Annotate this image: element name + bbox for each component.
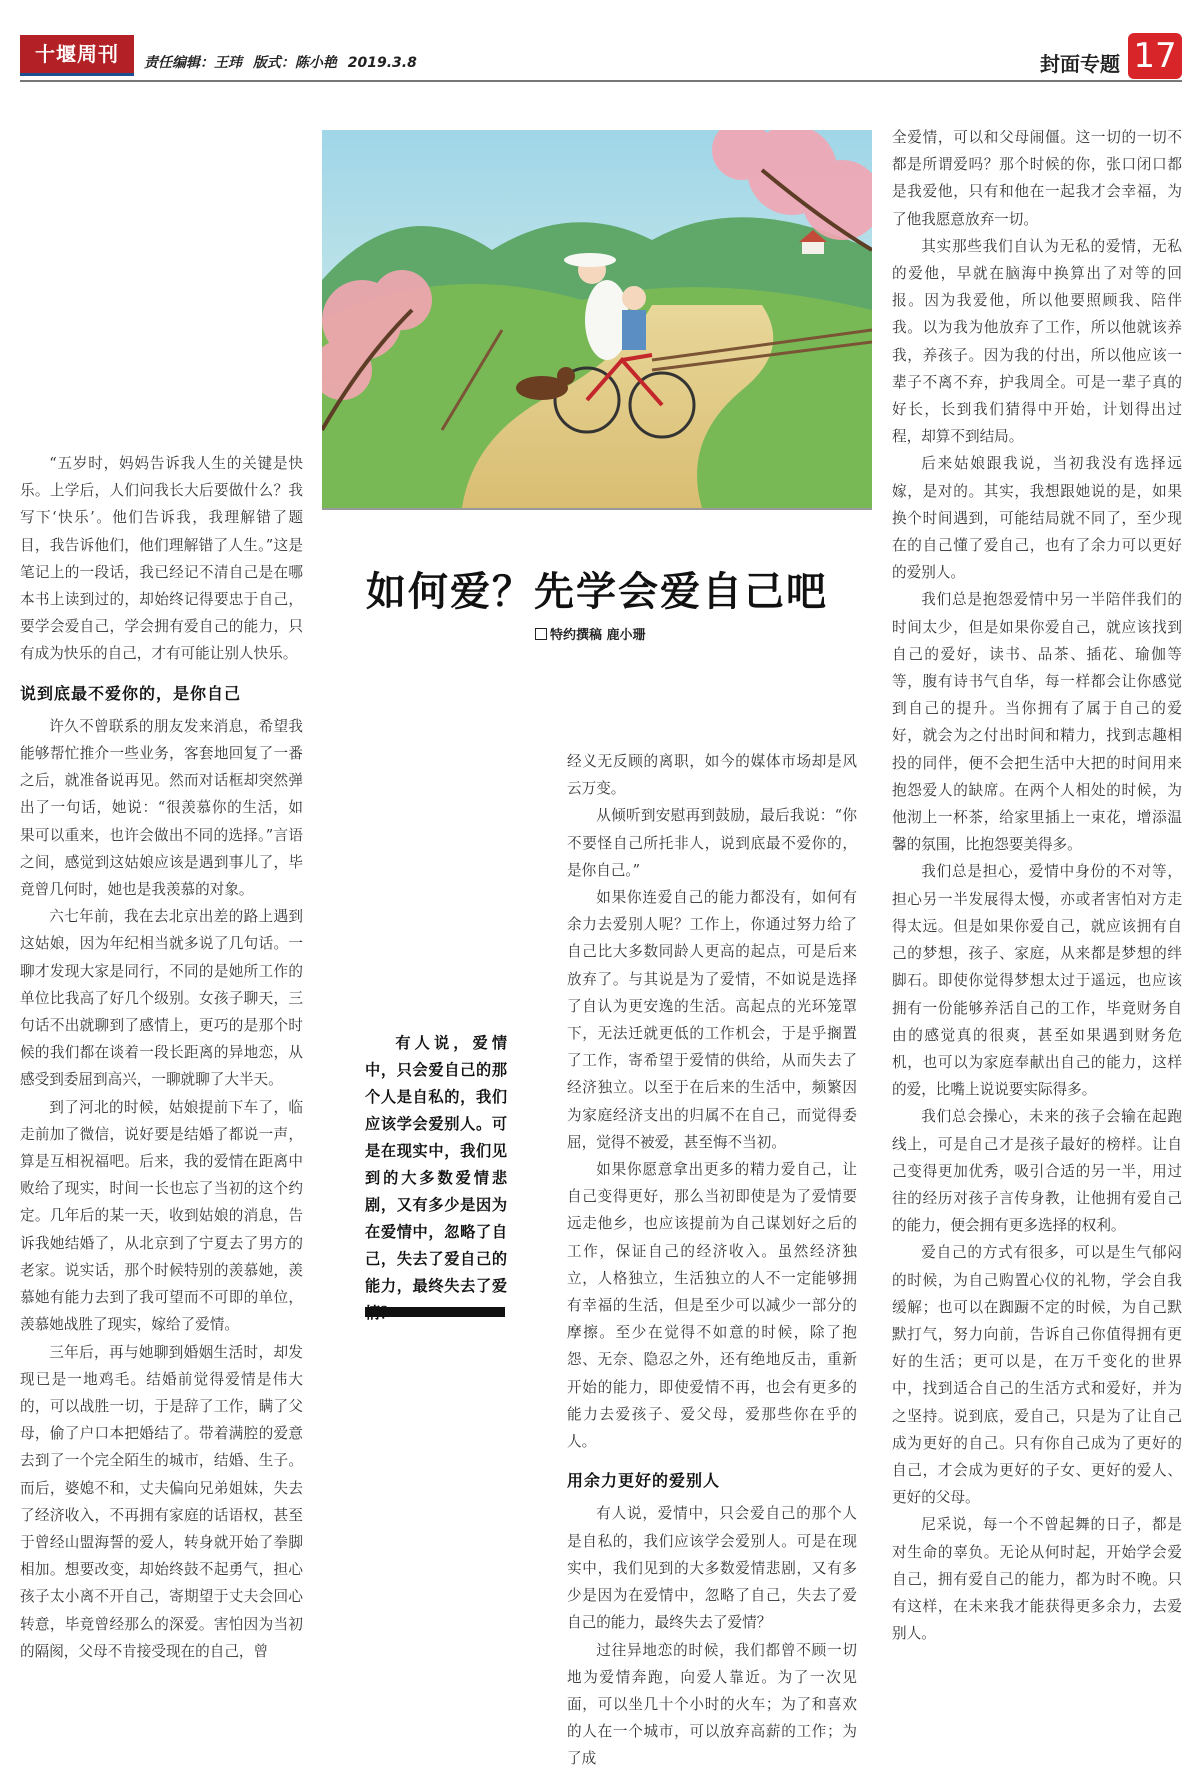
body-paragraph: 我们总是抱怨爱情中另一半陪伴我们的时间太少，但是如果你爱自己，就应该找到自己的爱好，读书、品茶、插花、瑜伽等等，腹有诗书气自华，每一样都会让你感觉到自己的提升。当你拥有了属于自己的爱好，就会为之付出时间和精力，找到志趣相投的同伴，便不会把生活中大把的时间用来抱怨爱人的缺席。在两个人相处的时候，为他沏上一杯茶，给家里插上一束花，增添温馨的氛围，比抱怨要美得多。 (892, 591, 1182, 854)
pull-quote: 有人说，爱情中，只会爱自己的那个人是自私的，我们应该学会爱别人。可是在现实中，我们见到的大多数爱情悲剧，又有多少是因为在爱情中，忽略了自己，失去了爱自己的能力，最终失去了爱 (365, 1034, 507, 1295)
body-paragraph: 从倾听到安慰再到鼓励，最后我说：“你不要怪自己所托非人，说到底最不爱你的，是你自己。” (567, 807, 857, 879)
body-paragraph: 三年后，再与她聊到婚姻生活时，却发现已是一地鸡毛。结婚前觉得爱情是伟大的，可以战胜一切，于是辞了工作，瞒了父母，偷了户口本把婚结了。带着满腔的爱意去到了一个完全陌生的城市，结婚、生子。而后，婆媳不和，丈夫偏向兄弟姐妹，失去了经济收入，不再拥有家庭的话语权，甚至于曾经山盟海誓的爱人，转身就开始了拳脚相加。想要改变，却始终鼓不起勇气，担心孩子太小离不开自己，寄期望于丈夫会回心转意，毕竟曾经那么的深爱。害怕因为当初的隔阂，父母不肯接受现在的自己，曾 (20, 1343, 303, 1660)
body-paragraph: 其实那些我们自认为无私的爱情，无私的爱他，早就在脑海中换算出了对等的回报。因为我爱他，所以他要照顾我、陪伴我。以为我为他放弃了工作，所以他就该养我，养孩子。因为我的付出，所以他应该一辈子不离不弃，护我周全。可是一辈子真的好长，长到我们猜得中开始，计划得出过程，却算不到结局。 (892, 237, 1182, 446)
section-heading: 用余力更好的爱别人 (567, 1471, 721, 1491)
body-paragraph: 如果你连爱自己的能力都没有，如何有余力去爱别人呢？工作上，你通过努力给了自己比大多数同龄人更高的起点，可是后来放弃了。与其说是为了爱情，不如说是选择了自认为更安逸的生活。高起点的光环笼罩下，无法迁就更低的工作机会，于是乎搁置了工作，寄希望于爱情的供给，从而失去了经济独立。以至于在后来的生活中，频繁因为家庭经济支出的归属不在自己，而觉得委屈，觉得不被爱，甚至悔不当初。 (567, 889, 857, 1151)
header-divider (20, 80, 1182, 82)
article-byline (535, 624, 646, 643)
column-left (20, 450, 303, 1665)
body-paragraph: 许久不曾联系的朋友发来消息，希望我能够帮忙推介一些业务，客套地回复了一番之后，就准备说再见。然而对话框却突然弹出了一句话，她说：“很羡慕你的生活，如果可以重来，也许会做出不同的选择。”言语之间，感觉到这姑娘应该是遇到事儿了，毕竟曾几何时，她也是我羡慕的对象。 (20, 717, 303, 899)
masthead-logo: 十堰周刊 (20, 35, 134, 76)
page-number: 17 (1128, 33, 1182, 79)
cover-illustration (322, 130, 872, 510)
byline-text: 特约撰稿 鹿小珊 (550, 628, 646, 643)
body-paragraph: 过往异地恋的时候，我们都曾不顾一切地为爱情奔跑，向爱人靠近。为了一次见面，可以坐几十个小时的火车；为了和喜欢的人在一个城市，可以放弃高薪的工作；为了成 (567, 1641, 857, 1768)
body-paragraph: 我们总会操心，未来的孩子会输在起跑线上，可是自己才是孩子最好的榜样。让自己变得更加优秀，吸引合适的另一半，用过往的经历对孩子言传身教，让他拥有爱自己的能力，便会拥有更多选择的权利。 (892, 1108, 1182, 1235)
column-middle (567, 748, 857, 1773)
body-paragraph: 我们总是担心，爱情中身份的不对等，担心另一半发展得太慢，亦或者害怕对方走得太远。但是如果你爱自己，就应该拥有自己的梦想，孩子、家庭，从来都是梦想的绊脚石。即使你觉得梦想太过于遥远，也应该拥有一份能够养活自己的工作，毕竟财务自由的感觉真的很爽，甚至如果遇到财务危机，也可以为家庭奉献出自己的能力，这样的爱，比嘴上说说要实际得多。 (892, 863, 1182, 1099)
article-title: 如何爱？先学会爱自己吧 (366, 568, 828, 615)
column-right (892, 124, 1182, 1647)
section-label: 封面专题 (1040, 52, 1120, 76)
body-paragraph: 到了河北的时候，姑娘提前下车了，临走前加了微信，说好要是结婚了都说一声，算是互相祝福吧。后来，我的爱情在距离中败给了现实，时间一长也忘了当初的这个约定。几年后的某一天，收到姑娘的消息，告诉我她结婚了，从北京到了宁夏去了男方的老家。说实话，那个时候特别的羡慕她，羡慕她有能力去到了我可望而不可即的单位，羡慕她战胜了现实，嫁给了爱情。 (20, 1098, 303, 1334)
body-paragraph: 如果你愿意拿出更多的精力爱自己，让自己变得更好，那么当初即使是为了爱情要远走他乡，也应该提前为自己谋划好之后的工作，保证自己的经济收入。虽然经济独立，人格独立，生活独立的人不一定能够拥有幸福的生活，但是至少可以减少一部分的摩擦。至少在觉得不如意的时候，除了抱怨、无奈、隐忍之外，还有绝地反击，重新开始的能力，即使爱情不再，也会有更多的能力去爱孩子、爱父母，爱那些你在乎的人。 (567, 1161, 857, 1451)
body-paragraph: 后来姑娘跟我说，当初我没有选择远嫁，是对的。其实，我想跟她说的是，如果换个时间遇到，可能结局就不同了，至少现在的自己懂了爱自己，也有了余力可以更好的爱别人。 (892, 455, 1182, 582)
layout-credit: 版式：陈小艳 (252, 55, 337, 71)
body-paragraph: 六七年前，我在去北京出差的路上遇到这姑娘，因为年纪相当就多说了几句话。一聊才发现大家是同行，不同的是她所工作的单位比我高了好几个级别。女孩子聊天，三句话不出就聊到了感情上，更巧的是那个时候的我们都在谈着一段长距离的异地恋，从感受到委屈到高兴，一聊就聊了大半天。 (20, 908, 303, 1089)
body-paragraph: 有人说，爱情中，只会爱自己的那个人是自私的，我们应该学会爱别人。可是在现实中，我们见到的大多数爱情悲剧，又有多少是因为在爱情中，忽略了自己，失去了爱自己的能力，最终失去了爱情？ (567, 1505, 857, 1632)
intro-paragraph: “五岁时，妈妈告诉我人生的关键是快乐。上学后，人们问我长大后要做什么？我写下‘快乐’。他们告诉我，我理解错了题目，我告诉他们，他们理解错了人生。”这是笔记上的一段话，我已经记不清自己是在哪本书上读到过的，却始终记得要忠于自己，要学会爱自己，学会拥有爱自己的能力，只有成为快乐的自己，才有可能让别人快乐。 (20, 455, 303, 663)
body-paragraph: 经义无反顾的离职，如今的媒体市场却是风云万变。 (567, 753, 857, 798)
editor-credits (144, 52, 423, 72)
body-paragraph: 全爱情，可以和父母闹僵。这一切的一切不都是所谓爱吗？那个时候的你，张口闭口都是我爱他，只有和他在一起我才会幸福，为了他我愿意放弃一切。 (892, 129, 1182, 228)
editor-name: 责任编辑：王玮 (144, 55, 242, 71)
distant-house (802, 240, 824, 254)
issue-date: 2019.3.8 (347, 55, 417, 71)
pull-quote-bar (365, 1307, 505, 1317)
body-paragraph: 爱自己的方式有很多，可以是生气郁闷的时候，为自己购置心仪的礼物，学会自我缓解；也可以在踟蹰不定的时候，为自己默默打气，努力向前，告诉自己你值得拥有更好的生活；更可以是，在万千变化的世界中，找到适合自己的生活方式和爱好，并为之坚持。说到底，爱自己，只是为了让自己成为更好的自己。只有你自己成为了更好的自己，才会成为更好的子女、更好的爱人、更好的父母。 (892, 1244, 1182, 1507)
body-paragraph: 尼采说，每一个不曾起舞的日子，都是对生命的辜负。无论从何时起，开始学会爱自己，拥有爱自己的能力，都为时不晚。只有这样，在未来我才能获得更多余力，去爱别人。 (892, 1516, 1182, 1643)
byline-box-icon (535, 628, 547, 640)
section-heading: 说到底最不爱你的，是你自己 (20, 683, 242, 703)
